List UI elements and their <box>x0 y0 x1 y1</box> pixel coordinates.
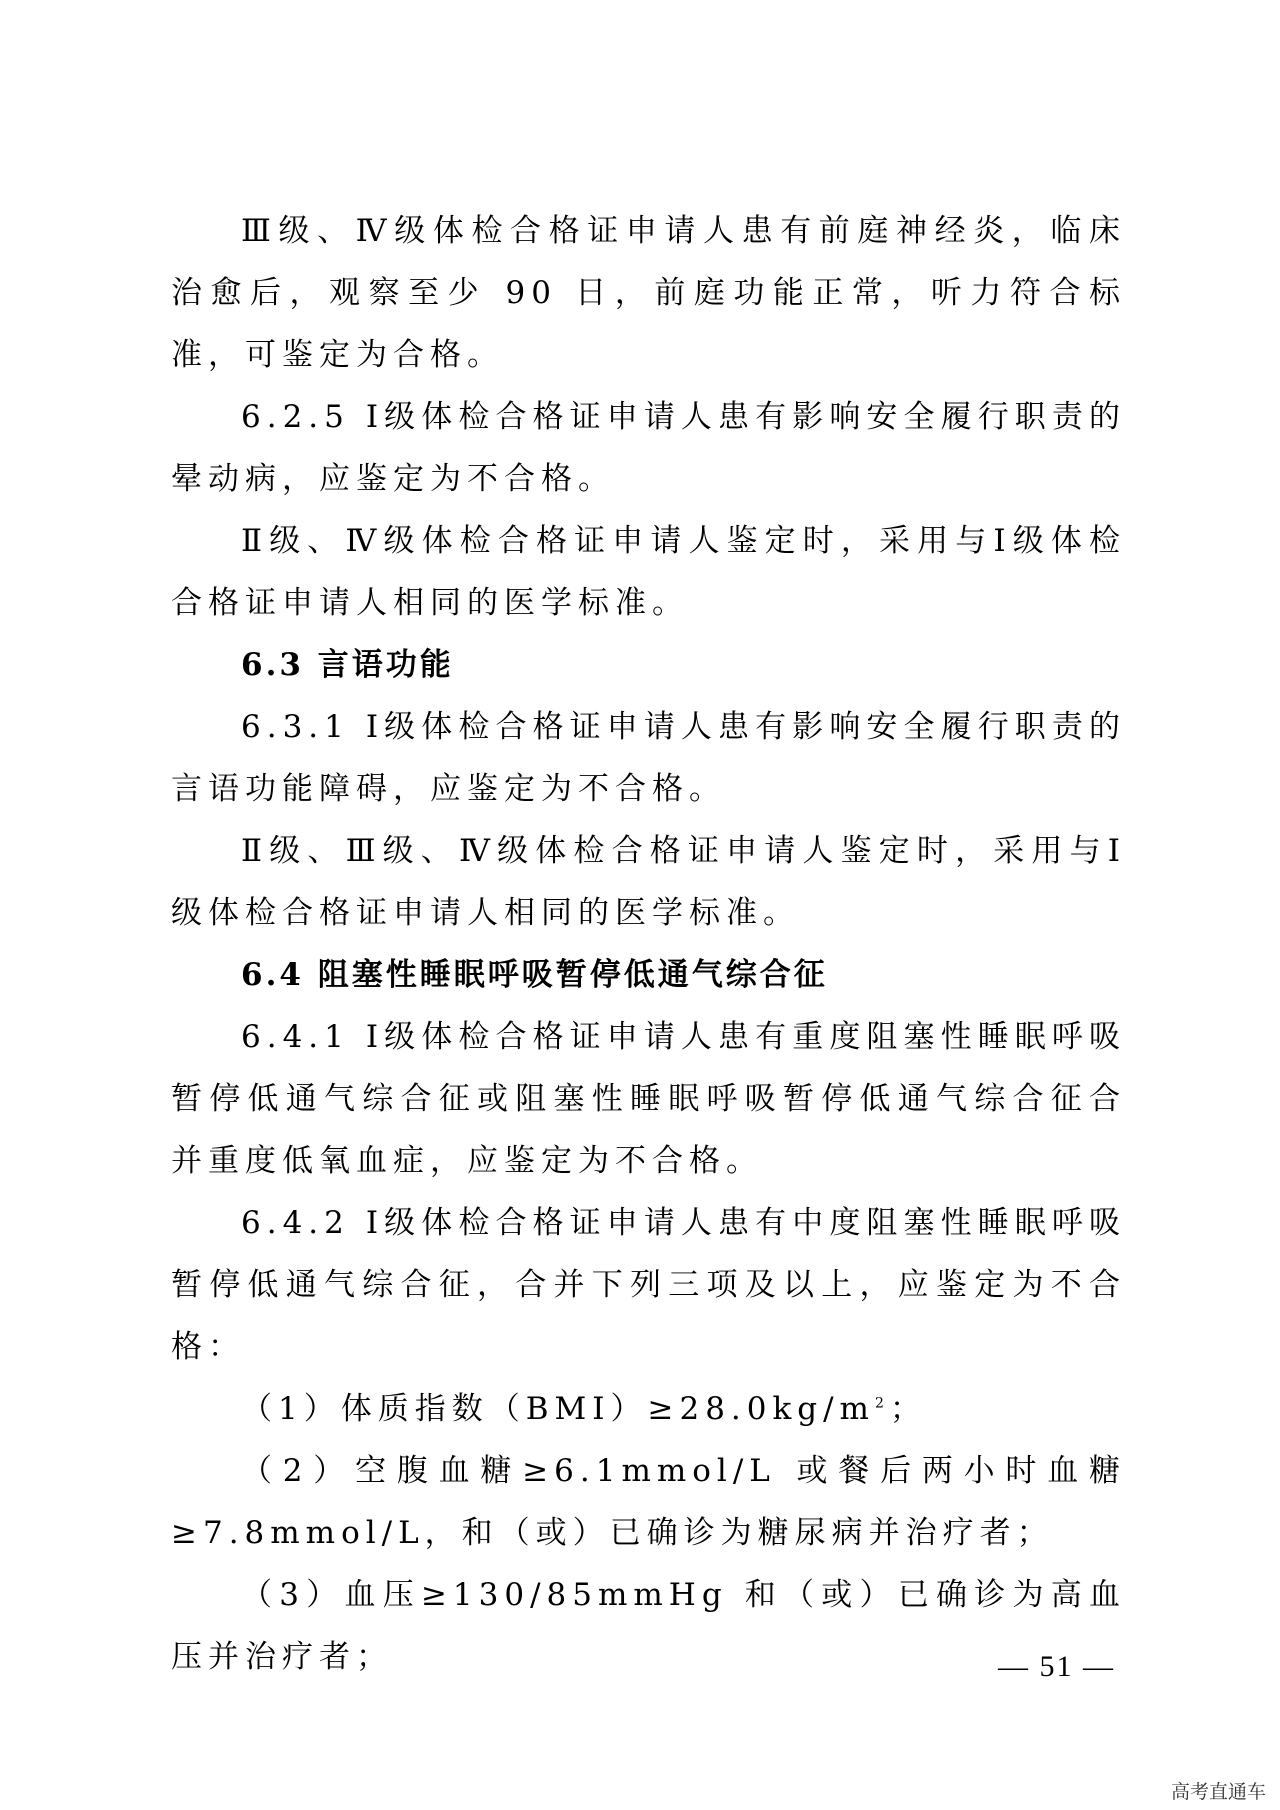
list-item-1 <box>171 1378 1126 1440</box>
section-heading-6-3: 6.3 言语功能 <box>241 647 454 683</box>
list-item-3: （3）血压≥130/85mmHg 和（或）已确诊为高血压并治疗者； <box>171 1577 1126 1675</box>
paragraph-vestibular-neuritis: Ⅲ级、Ⅳ级体检合格证申请人患有前庭神经炎，临床治愈后，观察至少 90 日，前庭功能正常，听力符合标准，可鉴定为合格。 <box>171 213 1126 373</box>
paragraph-6-3-1-other-classes: Ⅱ级、Ⅲ级、Ⅳ级体检合格证申请人鉴定时，采用与Ⅰ级体检合格证申请人相同的医学标准。 <box>171 833 1126 931</box>
paragraph-6-2-5: 6.2.5 Ⅰ级体检合格证申请人患有影响安全履行职责的晕动病，应鉴定为不合格。 <box>171 399 1126 497</box>
paragraph-6-3-1: 6.3.1 Ⅰ级体检合格证申请人患有影响安全履行职责的言语功能障碍，应鉴定为不合格。 <box>171 709 1126 807</box>
list-item-2: （2）空腹血糖≥6.1mmol/L 或餐后两小时血糖≥7.8mmol/L，和（或）已确诊为糖尿病并治疗者； <box>171 1453 1126 1551</box>
paragraph-6-4-1: 6.4.1 Ⅰ级体检合格证申请人患有重度阻塞性睡眠呼吸暂停低通气综合征或阻塞性睡眠呼吸暂停低通气综合征合并重度低氧血症，应鉴定为不合格。 <box>171 1019 1126 1179</box>
paragraph-6-4-2: 6.4.2 Ⅰ级体检合格证申请人患有中度阻塞性睡眠呼吸暂停低通气综合征，合并下列三项及以上，应鉴定为不合格： <box>171 1205 1126 1365</box>
document-body <box>171 200 1126 1688</box>
superscript-2: 2 <box>874 1395 890 1412</box>
watermark: 高考直通车 <box>1170 1781 1266 1803</box>
list-item-1-text: （1）体质指数（BMI）≥28.0kg/m <box>241 1391 875 1427</box>
section-heading-6-4: 6.4 阻塞性睡眠呼吸暂停低通气综合征 <box>241 957 828 993</box>
list-item-1-end: ； <box>889 1391 927 1427</box>
paragraph-6-2-5-other-classes: Ⅱ级、Ⅳ级体检合格证申请人鉴定时，采用与Ⅰ级体检合格证申请人相同的医学标准。 <box>171 523 1126 621</box>
page-number: — 51 — <box>998 1650 1115 1683</box>
